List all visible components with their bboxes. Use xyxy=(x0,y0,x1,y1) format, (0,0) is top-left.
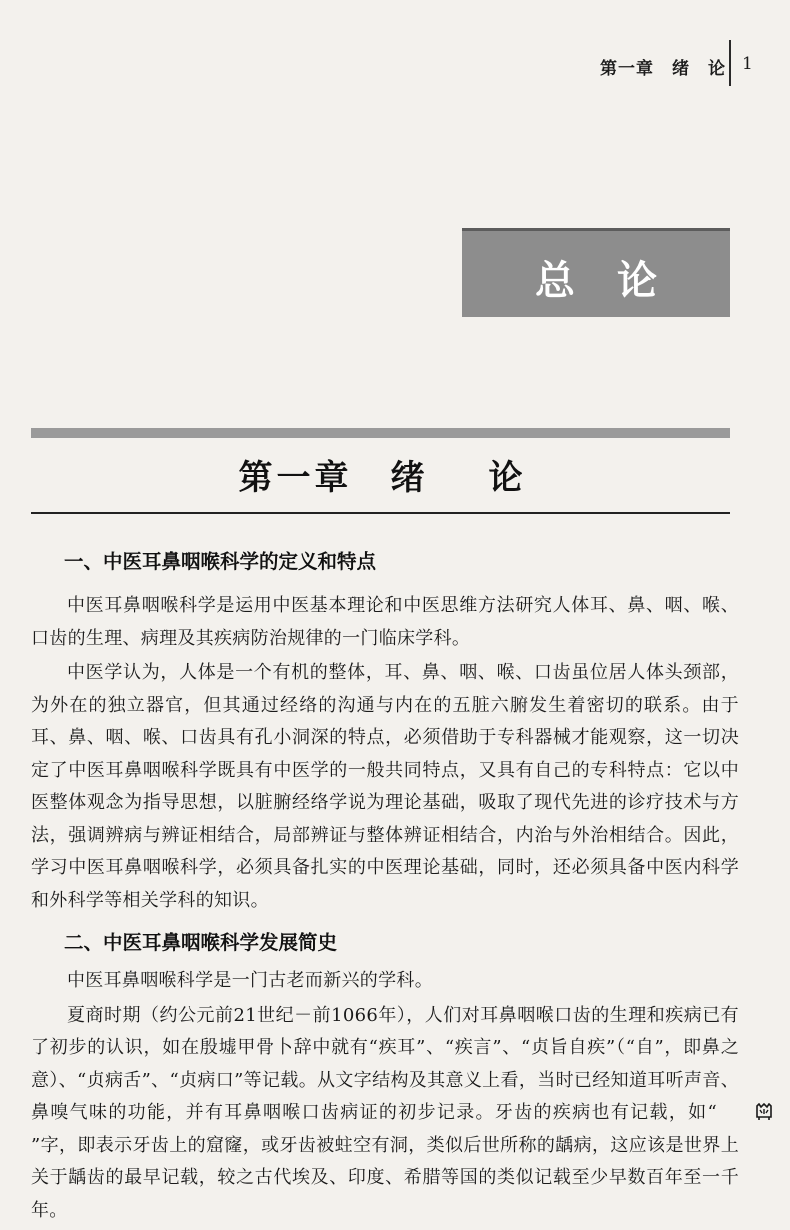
chapter-number: 第一章 xyxy=(238,458,353,498)
chapter-top-rule xyxy=(31,428,730,438)
part-banner xyxy=(462,228,730,317)
header-divider xyxy=(729,40,731,86)
paragraph xyxy=(31,1000,739,1228)
section-heading: 二、中医耳鼻咽喉科学发展简史 xyxy=(64,931,338,954)
chapter-title xyxy=(31,450,730,499)
paragraph: 中医耳鼻咽喉科学是一门古老而新兴的学科。 xyxy=(67,970,433,991)
running-header-chapter: 第一章 绪 论 xyxy=(600,59,726,79)
chapter-name-char-1: 绪 xyxy=(390,458,425,498)
section-heading: 一、中医耳鼻咽喉科学的定义和特点 xyxy=(64,550,377,573)
part-title: 总论 xyxy=(535,258,699,304)
paragraph-text: ”字，即表示牙齿上的窟窿，或牙齿被蛀空有洞，类似后世所称的龋病，这应该是世界上关于龋齿的最早记载，较之古代埃及、印度、希腊等国的类似记载至少早数百年至一千年。 xyxy=(31,1134,739,1221)
paragraph-text: 夏商时期（约公元前21世纪－前1066年），人们对耳鼻咽喉口齿的生理和疾病已有了初步的认识，如在殷墟甲骨卜辞中就有“疾耳”、“疾言”、“贞旨自疾”（“自”，即鼻之意）、“贞病舌”、“贞病口”等记载。从文字结构及其意义上看，当时已经知道耳听声音、鼻嗅气味的功能，并有耳鼻咽喉口齿病证的初步记录。牙齿的疾病也有记载，如“ xyxy=(31,1004,739,1123)
oracle-bone-tooth-glyph-icon xyxy=(719,1100,737,1118)
chapter-name-char-2: 论 xyxy=(488,458,523,498)
chapter-bottom-rule xyxy=(31,512,730,514)
section-definition xyxy=(31,540,739,917)
page-body xyxy=(31,540,739,1227)
page-number: 1 xyxy=(742,54,753,74)
paragraph: 中医耳鼻咽喉科学是运用中医基本理论和中医思维方法研究人体耳、鼻、咽、喉、口齿的生理、病理及其疾病防治规律的一门临床学科。 xyxy=(31,595,739,649)
running-header xyxy=(560,52,760,82)
paragraph: 中医学认为，人体是一个有机的整体，耳、鼻、咽、喉、口齿虽位居人体头颈部，为外在的独立器官，但其通过经络的沟通与内在的五脏六腑发生着密切的联系。由于耳、鼻、咽、喉、口齿具有孔小洞深的特点，必须借助于专科器械才能观察，这一切决定了中医耳鼻咽喉科学既具有中医学的一般共同特点，又具有自己的专科特点：它以中医整体观念为指导思想，以脏腑经络学说为理论基础，吸取了现代先进的诊疗技术与方法，强调辨病与辨证相结合，局部辨证与整体辨证相结合，内治与外治相结合。因此，学习中医耳鼻咽喉科学，必须具备扎实的中医理论基础，同时，还必须具备中医内科学和外科学等相关学科的知识。 xyxy=(31,662,739,911)
section-history xyxy=(31,921,739,1227)
